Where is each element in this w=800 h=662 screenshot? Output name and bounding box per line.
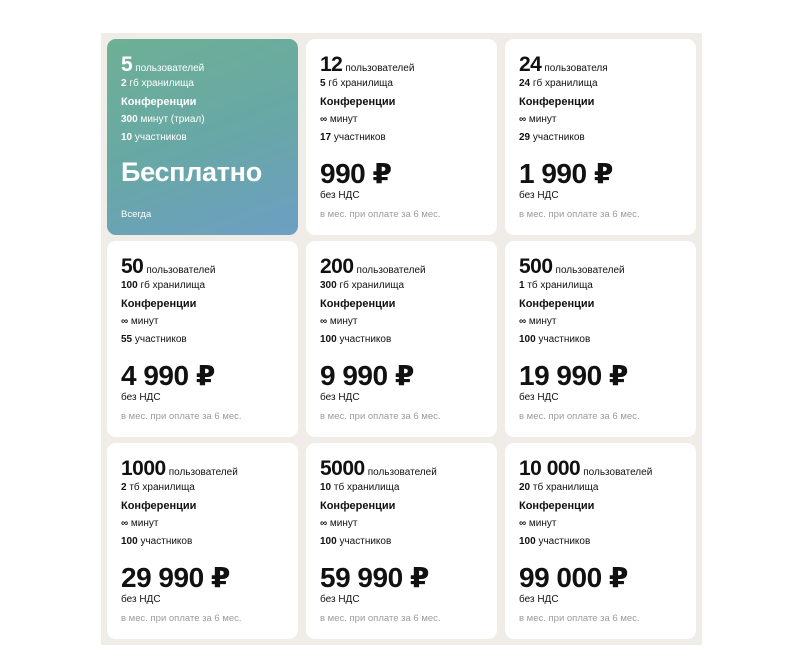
plan-users	[519, 255, 682, 277]
minutes-amount: 300	[121, 114, 138, 125]
users-count: 500	[519, 255, 553, 278]
users-count: 50	[121, 255, 144, 278]
participants-amount: 100	[519, 334, 536, 345]
participants-label: участников	[333, 132, 386, 143]
participants-amount: 100	[320, 536, 337, 547]
plan-participants	[121, 533, 284, 551]
plan-storage	[121, 75, 284, 93]
minutes-amount: ∞	[320, 114, 328, 125]
plan-storage	[121, 277, 284, 295]
participants-label: участников	[538, 536, 591, 547]
participants-label: участников	[532, 132, 585, 143]
plan-card-free[interactable]	[107, 39, 298, 235]
storage-label: гб хранилища	[532, 78, 598, 89]
conference-title: Конференции	[519, 298, 595, 310]
plan-card[interactable]	[306, 443, 497, 639]
plan-minutes	[121, 111, 284, 129]
minutes-label: минут	[329, 518, 358, 529]
plan-billing-note: в мес. при оплате за 6 мес.	[320, 613, 441, 624]
plan-storage	[121, 479, 284, 497]
storage-label: тб хранилища	[333, 482, 400, 493]
plan-participants	[121, 129, 284, 147]
participants-label: участников	[134, 132, 187, 143]
conference-title: Конференции	[121, 298, 197, 310]
plan-billing-note: в мес. при оплате за 6 мес.	[320, 411, 441, 422]
participants-amount: 17	[320, 132, 332, 143]
plan-users	[320, 255, 483, 277]
plan-card[interactable]	[107, 443, 298, 639]
plan-card[interactable]	[505, 241, 696, 437]
users-label: пользователей	[356, 265, 426, 276]
plan-storage	[320, 75, 483, 93]
pricing-board	[101, 33, 702, 645]
participants-amount: 100	[320, 334, 337, 345]
plan-card[interactable]	[505, 443, 696, 639]
minutes-amount: ∞	[519, 114, 527, 125]
participants-amount: 100	[121, 536, 138, 547]
plan-minutes	[121, 515, 284, 533]
users-label: пользователей	[168, 467, 238, 478]
conference-title: Конференции	[519, 96, 595, 108]
plan-minutes	[320, 313, 483, 331]
users-count: 5000	[320, 457, 365, 480]
minutes-amount: ∞	[121, 316, 129, 327]
users-count: 1000	[121, 457, 166, 480]
plan-billing-note: в мес. при оплате за 6 мес.	[519, 613, 640, 624]
minutes-label: минут	[130, 518, 159, 529]
plan-minutes	[320, 111, 483, 129]
minutes-label: минут	[329, 114, 358, 125]
plan-billing-note: в мес. при оплате за 6 мес.	[121, 613, 242, 624]
plan-users	[320, 53, 483, 75]
minutes-amount: ∞	[121, 518, 129, 529]
users-count: 200	[320, 255, 354, 278]
users-label: пользователей	[555, 265, 625, 276]
users-label: пользователей	[135, 63, 205, 74]
conference-title: Конференции	[320, 298, 396, 310]
plan-vat: без НДС	[519, 392, 559, 403]
plan-billing-note: Всегда	[121, 209, 152, 220]
plan-minutes	[320, 515, 483, 533]
plan-price: 1 990 ₽	[519, 158, 613, 189]
participants-label: участников	[134, 334, 187, 345]
storage-label: гб хранилища	[129, 78, 194, 89]
plan-minutes	[519, 515, 682, 533]
plan-price: 99 000 ₽	[519, 562, 628, 593]
storage-amount: 20	[519, 482, 531, 493]
plan-storage	[320, 479, 483, 497]
plan-users	[519, 53, 682, 75]
storage-amount: 2	[121, 78, 127, 89]
minutes-amount: ∞	[320, 316, 328, 327]
minutes-label: минут	[329, 316, 358, 327]
plan-participants	[121, 331, 284, 349]
storage-amount: 2	[121, 482, 127, 493]
plan-users	[121, 53, 284, 75]
users-label: пользователя	[544, 63, 608, 74]
plan-price: 9 990 ₽	[320, 360, 414, 391]
minutes-label: минут	[528, 518, 557, 529]
plan-billing-note: в мес. при оплате за 6 мес.	[519, 209, 640, 220]
participants-amount: 100	[519, 536, 536, 547]
plan-vat: без НДС	[320, 594, 360, 605]
plan-participants	[519, 331, 682, 349]
minutes-label: минут	[528, 114, 557, 125]
plan-vat: без НДС	[320, 190, 360, 201]
minutes-amount: ∞	[519, 316, 527, 327]
users-count: 5	[121, 53, 133, 76]
storage-label: гб хранилища	[140, 280, 206, 291]
plan-participants	[320, 331, 483, 349]
conference-title: Конференции	[320, 500, 396, 512]
users-label: пользователей	[367, 467, 437, 478]
participants-label: участников	[339, 536, 392, 547]
storage-label: тб хранилища	[527, 280, 593, 291]
conference-title: Конференции	[121, 96, 197, 108]
plan-storage	[320, 277, 483, 295]
plan-billing-note: в мес. при оплате за 6 мес.	[519, 411, 640, 422]
participants-amount: 10	[121, 132, 133, 143]
storage-amount: 300	[320, 280, 337, 291]
plan-card[interactable]	[306, 241, 497, 437]
plan-participants	[320, 533, 483, 551]
plan-participants	[519, 533, 682, 551]
storage-amount: 24	[519, 78, 531, 89]
minutes-amount: ∞	[519, 518, 527, 529]
minutes-label: минут	[130, 316, 159, 327]
conference-title: Конференции	[519, 500, 595, 512]
users-label: пользователей	[146, 265, 216, 276]
plan-price: 29 990 ₽	[121, 562, 230, 593]
storage-label: гб хранилища	[339, 280, 405, 291]
plan-vat: без НДС	[121, 594, 161, 605]
plan-vat: без НДС	[519, 190, 559, 201]
storage-amount: 10	[320, 482, 332, 493]
plan-price: Бесплатно	[121, 157, 262, 187]
plan-vat: без НДС	[519, 594, 559, 605]
plan-price: 19 990 ₽	[519, 360, 628, 391]
plan-minutes	[519, 111, 682, 129]
users-count: 10 000	[519, 457, 581, 480]
pricing-grid	[107, 39, 696, 639]
plan-billing-note: в мес. при оплате за 6 мес.	[121, 411, 242, 422]
users-label: пользователей	[345, 63, 415, 74]
plan-participants	[519, 129, 682, 147]
plan-card[interactable]	[306, 39, 497, 235]
minutes-amount: ∞	[320, 518, 328, 529]
storage-amount: 100	[121, 280, 138, 291]
users-count: 12	[320, 53, 343, 76]
plan-price: 990 ₽	[320, 158, 392, 189]
minutes-label: минут (триал)	[140, 114, 205, 125]
plan-card[interactable]	[505, 39, 696, 235]
plan-users	[121, 255, 284, 277]
users-count: 24	[519, 53, 542, 76]
plan-users	[121, 457, 284, 479]
plan-participants	[320, 129, 483, 147]
plan-minutes	[519, 313, 682, 331]
plan-minutes	[121, 313, 284, 331]
plan-users	[320, 457, 483, 479]
storage-amount: 5	[320, 78, 326, 89]
plan-billing-note: в мес. при оплате за 6 мес.	[320, 209, 441, 220]
plan-vat: без НДС	[320, 392, 360, 403]
plan-price: 4 990 ₽	[121, 360, 215, 391]
storage-label: тб хранилища	[129, 482, 195, 493]
storage-amount: 1	[519, 280, 525, 291]
participants-label: участников	[339, 334, 392, 345]
plan-users	[519, 457, 682, 479]
participants-label: участников	[538, 334, 591, 345]
storage-label: тб хранилища	[532, 482, 599, 493]
plan-storage	[519, 75, 682, 93]
storage-label: гб хранилища	[328, 78, 393, 89]
plan-card[interactable]	[107, 241, 298, 437]
plan-price: 59 990 ₽	[320, 562, 429, 593]
plan-storage	[519, 479, 682, 497]
participants-amount: 29	[519, 132, 531, 143]
participants-amount: 55	[121, 334, 133, 345]
conference-title: Конференции	[320, 96, 396, 108]
users-label: пользователей	[583, 467, 653, 478]
minutes-label: минут	[528, 316, 557, 327]
plan-vat: без НДС	[121, 392, 161, 403]
plan-storage	[519, 277, 682, 295]
conference-title: Конференции	[121, 500, 197, 512]
participants-label: участников	[140, 536, 193, 547]
